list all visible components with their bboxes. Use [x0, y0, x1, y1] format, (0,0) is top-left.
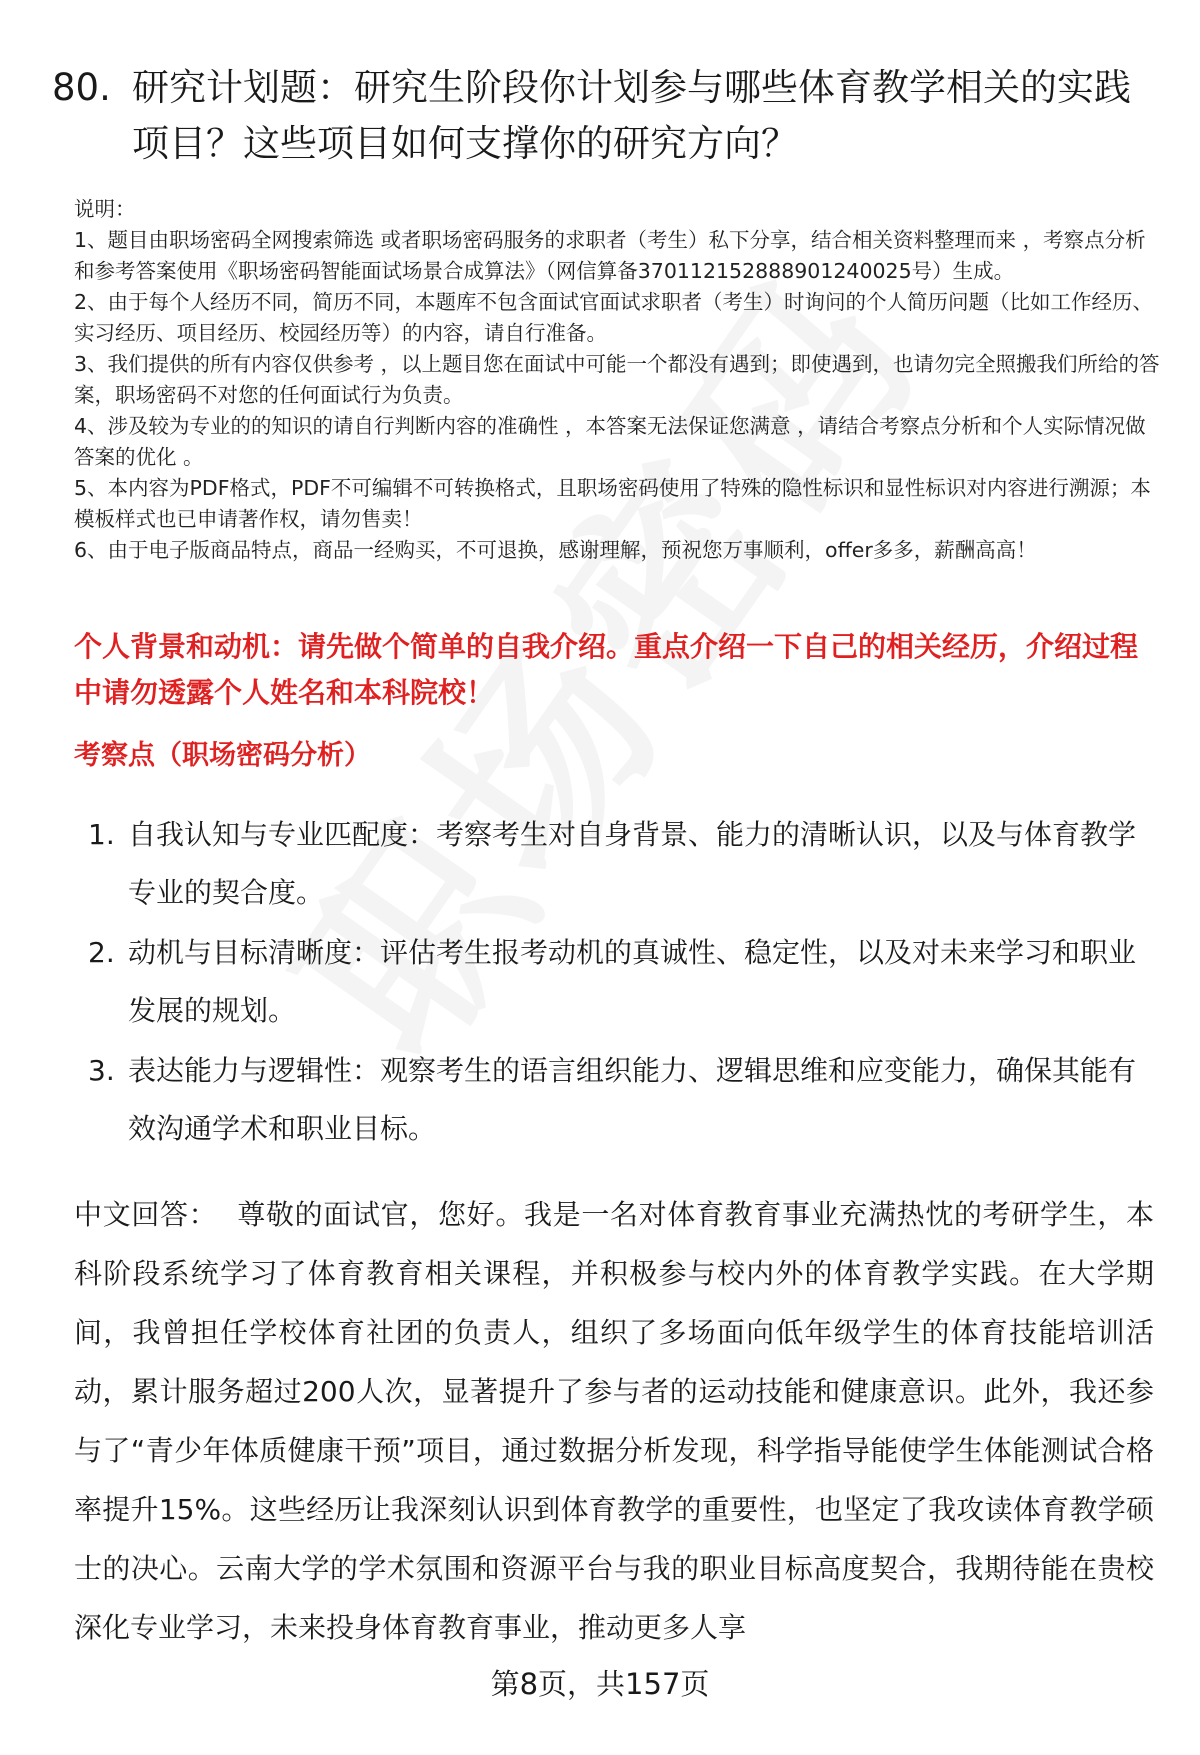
question-number: 80.	[52, 66, 111, 109]
key-point-text: 自我认知与专业匹配度：考察考生对自身背景、能力的清晰认识，以及与体育教学专业的契合度。	[128, 818, 1137, 909]
key-points-list	[74, 806, 1154, 1160]
answer-paragraph	[74, 1185, 1154, 1657]
answer-text: 尊敬的面试官，您好。我是一名对体育教育事业充满热忱的考研学生，本科阶段系统学习了体育教育相关课程，并积极参与校内外的体育教学实践。在大学期间，我曾担任学校体育社团的负责人，组织了多场面向低年级学生的体育技能培训活动，累计服务超过200人次，显著提升了参与者的运动技能和健康意识。此外，我还参与了“青少年体质健康干预”项目，通过数据分析发现，科学指导能使学生体能测试合格率提升15%。这些经历让我深刻认识到体育教学的重要性，也坚定了我攻读体育教学硕士的决心。云南大学的学术氛围和资源平台与我的职业目标高度契合，我期待能在贵校深化专业学习，未来投身体育教育事业，推动更多人享	[74, 1198, 1154, 1644]
note-item: 3、我们提供的所有内容仅供参考 ，以上题目您在面试中可能一个都没有遇到；即使遇到，也请勿完全照搬我们所给的答案，职场密码不对您的任何面试行为负责。	[74, 352, 1160, 407]
question-text: 研究计划题：研究生阶段你计划参与哪些体育教学相关的实践项目？这些项目如何支撑你的研究方向？	[132, 66, 1131, 165]
background-heading: 个人背景和动机：请先做个简单的自我介绍。重点介绍一下自己的相关经历，介绍过程中请勿透露个人姓名和本科院校！	[74, 630, 1139, 709]
key-point-item	[74, 806, 1154, 922]
key-point-number: 2.	[88, 936, 115, 969]
disclaimer-notes	[74, 194, 1164, 566]
note-item: 1、题目由职场密码全网搜索筛选 或者职场密码服务的求职者（考生）私下分享，结合相关资料整理而来 ，考察点分析和参考答案使用《职场密码智能面试场景合成算法》（网信算备370112152888901240025号）生成。	[74, 228, 1146, 283]
answer-label: 中文回答：	[74, 1198, 218, 1231]
key-points-heading: 考察点（职场密码分析）	[74, 740, 371, 771]
notes-title: 说明：	[74, 197, 136, 221]
key-point-item	[74, 924, 1154, 1040]
note-item: 2、由于每个人经历不同，简历不同，本题库不包含面试官面试求职者（考生）时询问的个人简历问题（比如工作经历、实习经历、项目经历、校园经历等）的内容，请自行准备。	[74, 290, 1154, 345]
key-point-text: 表达能力与逻辑性：观察考生的语言组织能力、逻辑思维和应变能力，确保其能有效沟通学术和职业目标。	[128, 1054, 1137, 1145]
note-item: 5、本内容为PDF格式，PDF不可编辑不可转换格式，且职场密码使用了特殊的隐性标识和显性标识对内容进行溯源；本模板样式也已申请著作权，请勿售卖！	[74, 476, 1151, 531]
key-point-number: 1.	[88, 818, 115, 851]
key-point-item	[74, 1042, 1154, 1158]
note-item: 4、涉及较为专业的的知识的请自行判断内容的准确性 ，本答案无法保证您满意 ，请结合考察点分析和个人实际情况做答案的优化 。	[74, 414, 1146, 469]
note-item: 6、由于电子版商品特点，商品一经购买，不可退换，感谢理解，预祝您万事顺利，offer多多，薪酬高高！	[74, 538, 1037, 562]
key-point-text: 动机与目标清晰度：评估考生报考动机的真诚性、稳定性，以及对未来学习和职业发展的规划。	[128, 936, 1137, 1027]
question-title	[52, 60, 1152, 172]
key-point-number: 3.	[88, 1054, 115, 1087]
page-footer: 第8页，共157页	[490, 1667, 710, 1701]
